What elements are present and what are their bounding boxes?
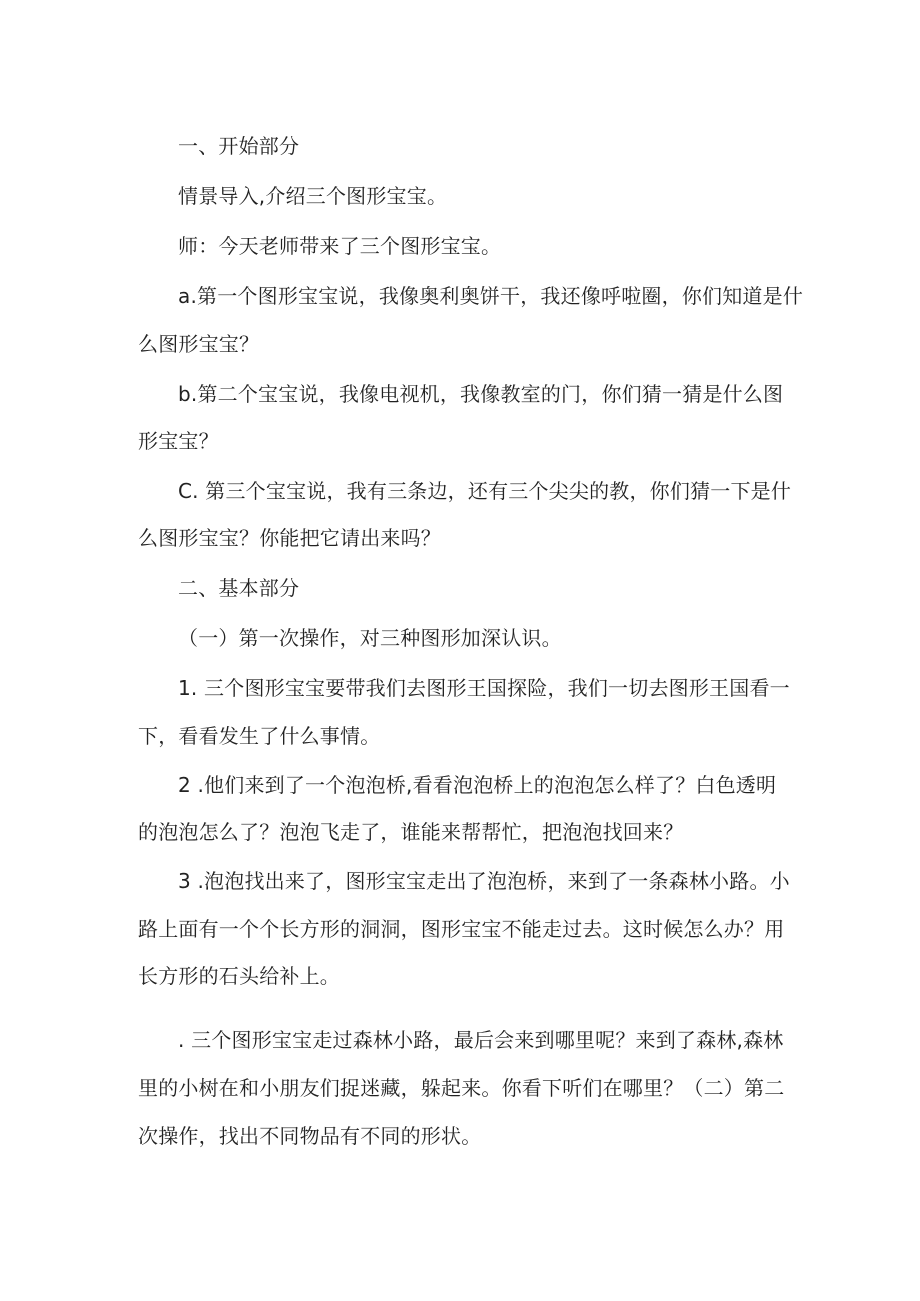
- section1-heading: 一、开始部分: [178, 134, 300, 158]
- step3-line-2: 路上面有一个个长方形的洞洞，图形宝宝不能走过去。这时候怎么办？用: [138, 917, 785, 941]
- item-c-line-1: C. 第三个宝宝说，我有三条边，还有三个尖尖的教，你们猜一下是什: [178, 479, 792, 503]
- step1-line-1: 1. 三个图形宝宝要带我们去图形王国探险，我们一切去图形王国看一: [178, 676, 790, 700]
- section2-heading: 二、基本部分: [178, 576, 300, 600]
- item-b-line-2: 形宝宝？: [138, 429, 219, 453]
- item-a-line-2: 么图形宝宝？: [138, 332, 260, 356]
- step3-line-3: 长方形的石头给补上。: [138, 964, 340, 988]
- intro-paragraph: 情景导入,介绍三个图形宝宝。: [178, 184, 448, 208]
- step2-line-1: 2 .他们来到了一个泡泡桥,看看泡泡桥上的泡泡怎么样了？白色透明: [178, 773, 777, 797]
- operation1-heading: （一）第一次操作，对三种图形加深认识。: [178, 626, 562, 650]
- teacher-line: 师：今天老师带来了三个图形宝宝。: [178, 234, 502, 258]
- item-b-line-1: b.第二个宝宝说，我像电视机，我像教室的门，你们猜一猜是什么图: [178, 382, 784, 406]
- item-c-line-2: 么图形宝宝？你能把它请出来吗？: [138, 526, 441, 550]
- step1-line-2: 下，看看发生了什么事情。: [138, 724, 381, 748]
- item-a-line-1: a.第一个图形宝宝说，我像奥利奥饼干，我还像呼啦圈，你们知道是什: [178, 284, 804, 308]
- step4-line-2: 里的小树在和小朋友们捉迷藏，躲起来。你看下听们在哪里？（二）第二: [138, 1076, 785, 1100]
- step4-line-1: . 三个图形宝宝走过森林小路，最后会来到哪里呢？来到了森林,森林: [178, 1028, 784, 1052]
- step2-line-2: 的泡泡怎么了？泡泡飞走了，谁能来帮帮忙，把泡泡找回来？: [138, 820, 684, 844]
- step3-line-1: 3 .泡泡找出来了，图形宝宝走出了泡泡桥，来到了一条森林小路。小: [178, 869, 790, 893]
- step4-line-3: 次操作，找出不同物品有不同的形状。: [138, 1124, 482, 1148]
